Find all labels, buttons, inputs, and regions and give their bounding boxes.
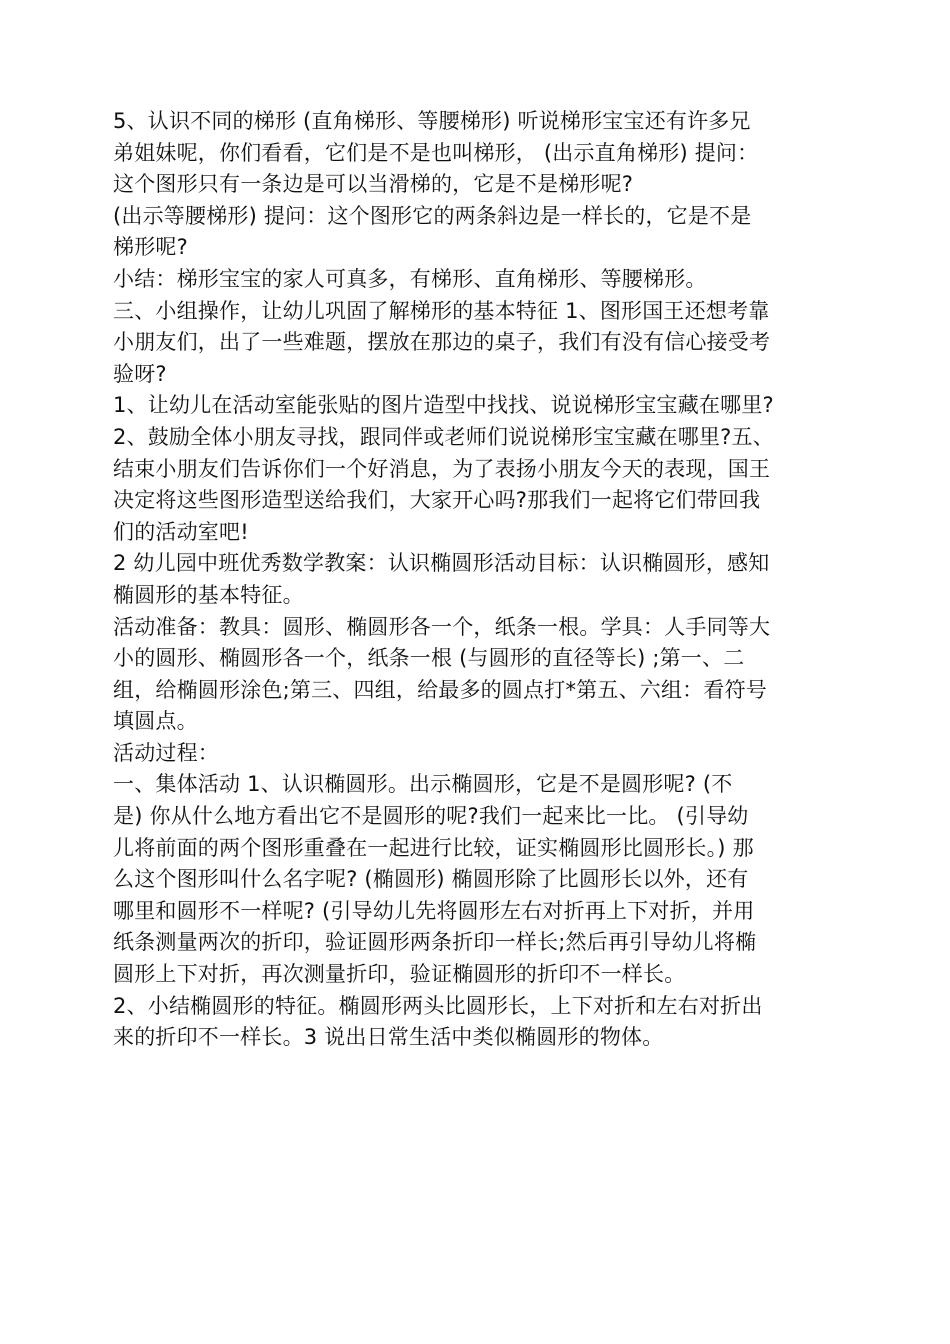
text-line: (出示等腰梯形) 提问：这个图形它的两条斜边是一样长的，它是不是 [113,203,752,228]
text-line: 们的活动室吧! [113,519,249,544]
text-line: 2、鼓励全体小朋友寻找，跟同伴或老师们说说梯形宝宝藏在哪里?五、 [113,424,774,449]
text-line: 椭圆形的基本特征。 [113,582,304,607]
text-line: 活动过程： [113,740,219,765]
text-line: 组，给椭圆形涂色;第三、四组，给最多的圆点打*第五、六组：看符号 [113,677,767,702]
document-body [113,106,843,1054]
text-line: 小的圆形、椭圆形各一个，纸条一根 (与圆形的直径等长) ;第一、二 [113,646,745,671]
text-line: 梯形呢? [113,235,188,260]
text-line: 决定将这些图形造型送给我们，大家开心吗?那我们一起将它们带回我 [113,488,761,513]
text-line: 一、集体活动 1、认识椭圆形。出示椭圆形，它是不是圆形呢? (不 [113,772,733,797]
text-line: 么这个图形叫什么名字呢? (椭圆形) 椭圆形除了比圆形长以外，还有 [113,867,749,892]
text-line: 来的折印不一样长。3 说出日常生活中类似椭圆形的物体。 [113,1025,664,1050]
text-line: 是) 你从什么地方看出它不是圆形的呢?我们一起来比一比。 (引导幼 [113,804,749,829]
text-line: 2 幼儿园中班优秀数学教案：认识椭圆形活动目标：认识椭圆形，感知 [113,551,770,576]
text-line: 1、让幼儿在活动室能张贴的图片造型中找找、说说梯形宝宝藏在哪里? [113,393,774,418]
text-line: 结束小朋友们告诉你们一个好消息，为了表扬小朋友今天的表现，国王 [113,456,771,481]
text-line: 2、小结椭圆形的特征。椭圆形两头比圆形长，上下对折和左右对折出 [113,993,763,1018]
text-line: 三、小组操作，让幼儿巩固了解梯形的基本特征 1、图形国王还想考靠 [113,298,770,323]
text-line: 5、认识不同的梯形 (直角梯形、等腰梯形) 听说梯形宝宝还有许多兄 [113,109,751,133]
text-line: 圆形上下对折，再次测量折印，验证椭圆形的折印不一样长。 [113,962,686,987]
text-line: 这个图形只有一条边是可以当滑梯的，它是不是梯形呢? [113,172,634,197]
text-line: 小结：梯形宝宝的家人可真多，有梯形、直角梯形、等腰梯形。 [113,266,707,291]
text-line: 填圆点。 [113,709,198,734]
text-line: 小朋友们，出了一些难题，摆放在那边的桌子，我们有没有信心接受考 [113,330,771,355]
text-line: 哪里和圆形不一样呢? (引导幼儿先将圆形左右对折再上下对折，并用 [113,898,755,923]
text-line: 活动准备：教具：圆形、椭圆形各一个，纸条一根。学具：人手同等大 [113,614,771,639]
text-line: 弟姐妹呢，你们看看，它们是不是也叫梯形， (出示直角梯形) 提问： [113,140,759,165]
text-line: 纸条测量两次的折印，验证圆形两条折印一样长;然后再引导幼儿将椭 [113,930,757,955]
text-line: 验呀? [113,361,167,386]
text-line: 儿将前面的两个图形重叠在一起进行比较，证实椭圆形比圆形长。) 那 [113,835,754,860]
